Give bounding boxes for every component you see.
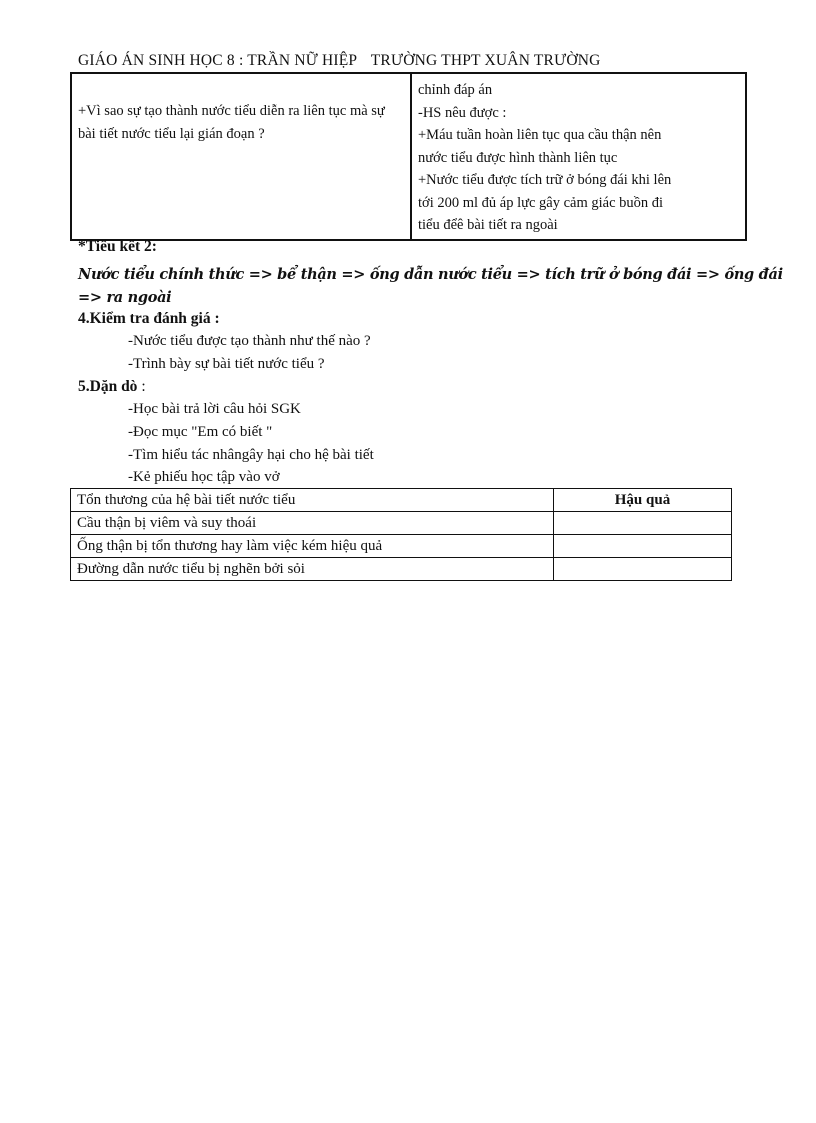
answer-line: chỉnh đáp án bbox=[418, 82, 493, 98]
answer-cell bbox=[411, 73, 746, 240]
question-cell: +Vì sao sự tạo thành nước tiểu diễn ra liên tục mà sự bài tiết nước tiểu lại gián đoạn ? bbox=[71, 73, 411, 240]
list-item: -Kẻ phiếu học tập vào vở bbox=[128, 469, 280, 485]
lesson-title: GIÁO ÁN SINH HỌC 8 : TRẦN NỮ HIỆP bbox=[78, 52, 357, 69]
section-4-heading bbox=[78, 310, 220, 328]
table-row bbox=[71, 73, 746, 240]
table-row bbox=[71, 535, 732, 558]
section-number: 4. bbox=[78, 310, 90, 327]
table-row bbox=[71, 558, 732, 581]
table-header-row bbox=[71, 489, 732, 512]
question-answer-table bbox=[70, 72, 747, 241]
damage-cell: Ống thận bị tổn thương hay làm việc kém hiệu quả bbox=[71, 535, 554, 558]
list-item: -Trình bày sự bài tiết nước tiểu ? bbox=[128, 356, 325, 372]
answer-line: -HS nêu được : bbox=[418, 104, 507, 121]
section-title: Dặn dò bbox=[89, 378, 138, 395]
column-header-consequence: Hậu quả bbox=[554, 489, 732, 512]
damage-cell: Đường dẫn nước tiểu bị nghẽn bởi sỏi bbox=[71, 558, 554, 581]
damage-table bbox=[70, 488, 732, 581]
consequence-cell bbox=[554, 558, 732, 581]
page-header bbox=[78, 52, 601, 70]
list-item: -Học bài trả lời câu hỏi SGK bbox=[128, 401, 301, 417]
answer-line: tới 200 ml đủ áp lực gây cảm giác buồn đi bbox=[418, 194, 664, 211]
section-suffix: : bbox=[137, 378, 146, 395]
summary-text: Nước tiểu chính thức => bể thận => ống dẫn nước tiểu => tích trữ ở bóng đái => ống đái => ra ngoài bbox=[78, 266, 783, 306]
answer-line: +Máu tuần hoàn liên tục qua cầu thận nên bbox=[418, 127, 662, 143]
consequence-cell bbox=[554, 512, 732, 535]
list-item: -Nước tiểu được tạo thành như thế nào ? bbox=[128, 333, 371, 349]
column-header-damage: Tổn thương của hệ bài tiết nước tiểu bbox=[71, 489, 554, 512]
damage-cell: Cầu thận bị viêm và suy thoái bbox=[71, 512, 554, 535]
section-5-heading bbox=[78, 378, 146, 396]
section-number: 5. bbox=[78, 378, 90, 395]
consequence-cell bbox=[554, 535, 732, 558]
school-name: TRƯỜNG THPT XUÂN TRƯỜNG bbox=[370, 52, 601, 69]
answer-line: nước tiểu được hình thành liên tục bbox=[418, 149, 618, 166]
list-item: -Tìm hiểu tác nhângây hại cho hệ bài tiết bbox=[128, 447, 374, 463]
list-item: -Đọc mục "Em có biết " bbox=[128, 424, 273, 440]
section-title: Kiểm tra đánh giá : bbox=[89, 310, 220, 327]
answer-line: tiểu đểê bài tiết ra ngoài bbox=[418, 217, 558, 233]
answer-line: +Nước tiểu được tích trữ ở bóng đái khi lên bbox=[418, 172, 672, 188]
summary-title: *Tiểu kết 2: bbox=[78, 238, 157, 255]
table-row bbox=[71, 512, 732, 535]
